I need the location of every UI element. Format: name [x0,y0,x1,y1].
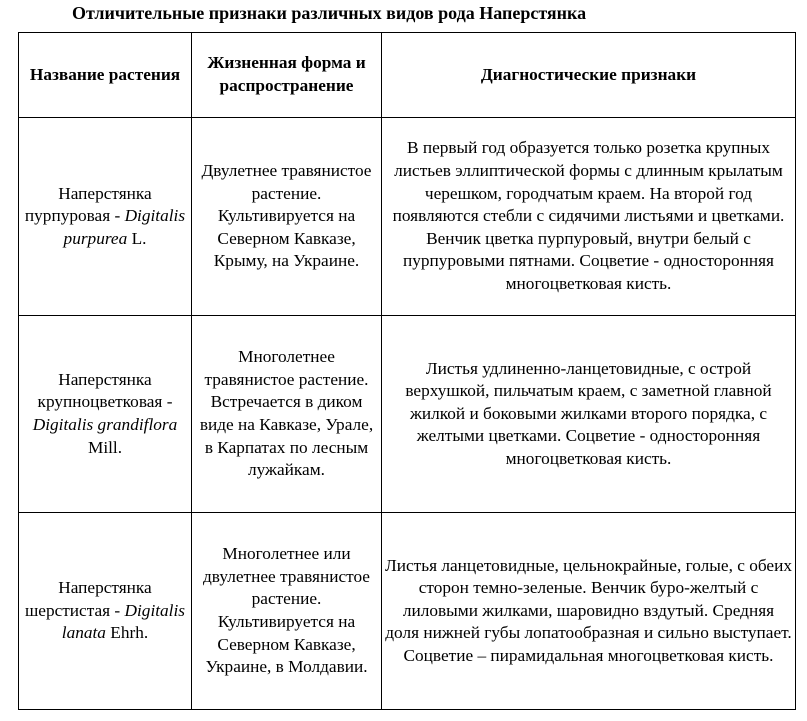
plant-latin-name: Digitalis grandiflora [32,415,178,434]
species-table [18,32,796,710]
plant-latin-name: Digitalis lanata [61,600,186,643]
table-row [19,316,796,513]
column-header-plant-name: Название растения [19,33,192,118]
plant-common-name: Наперстянка крупноцветковая - [37,369,173,412]
diagnostic-features-cell: Листья удлиненно-ланцетовидные, с острой верхушкой, пильчатым краем, с заметной главной жилкой и боковыми жилками второго порядка, с желтыми цветками. Соцветие - односторонняя многоцветковая кисть. [382,316,796,513]
life-form-cell: Многолетнее травянистое растение. Встречается в диком виде на Кавказе, Урале, в Карпатах по лесным лужайкам. [192,316,382,513]
plant-author: Ehrh. [110,623,149,643]
diagnostic-features-cell: Листья ланцетовидные, цельнокрайные, голые, с обеих сторон темно-зеленые. Венчик буро-желтый с лиловыми жилками, шаровидно вздутый. Средняя доля нижней губы лопатообразная и сильно выступает. Соцветие – пирамидальная многоцветковая кисть. [382,513,796,710]
life-form-cell: Двулетнее травянистое растение. Культивируется на Северном Кавказе, Крыму, на Украине. [192,118,382,316]
plant-name-cell [19,513,192,710]
column-header-life-form: Жизненная форма и распространение [192,33,382,118]
table-row [19,118,796,316]
diagnostic-features-cell: В первый год образуется только розетка крупных листьев эллиптической формы с длинным крылатым черешком, городчатым краем. На второй год появляются стебли с сидячими листьями и цветками. Венчик цветка пурпуровый, внутри белый с пурпуровыми пятнами. Соцветие - односторонняя многоцветковая кисть. [382,118,796,316]
table-header-row [19,33,796,118]
document-title: Отличительные признаки различных видов рода Наперстянка [72,3,587,23]
plant-name-cell [19,316,192,513]
life-form-cell: Многолетнее или двулетнее травянистое растение. Культивируется на Северном Кавказе, Украине, в Молдавии. [192,513,382,710]
plant-name-cell [19,118,192,316]
plant-common-name: Наперстянка шерстистая - [24,578,152,620]
table-row [19,513,796,710]
plant-latin-name: Digitalis purpurea [63,206,186,248]
plant-author: Mill. [87,437,123,457]
plant-author: L. [131,228,147,248]
plant-common-name: Наперстянка пурпуровая - [24,183,152,226]
column-header-diagnostic-features: Диагностические признаки [382,33,796,118]
